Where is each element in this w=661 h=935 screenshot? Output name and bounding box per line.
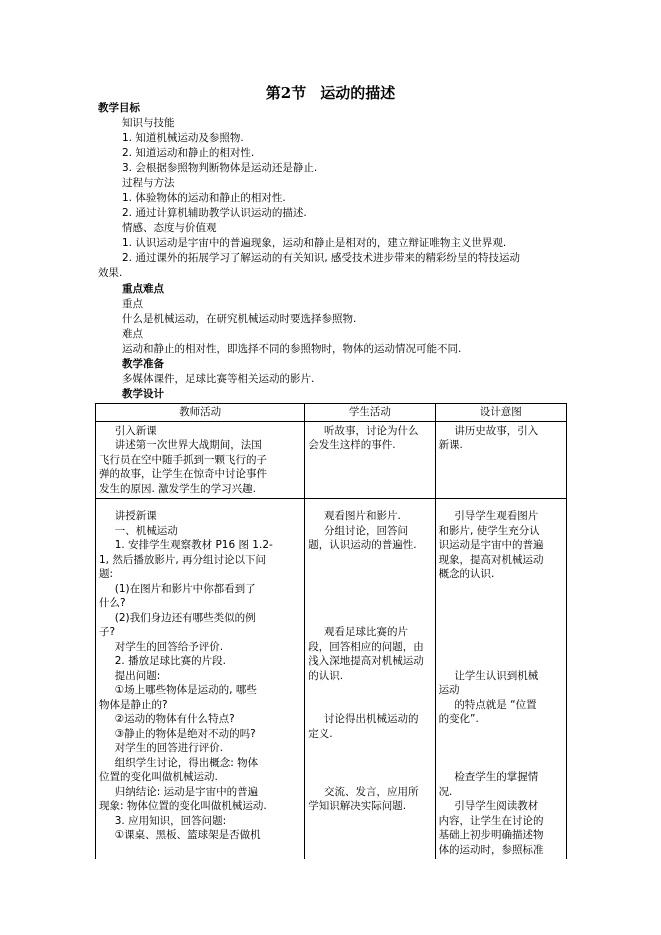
column-header: 学生活动 — [305, 404, 435, 422]
process-heading: 过程与方法 — [122, 177, 175, 189]
cell-line: 一、机械运动 — [114, 524, 178, 537]
cell-line: 题，认识运动的普遍性. — [308, 539, 417, 551]
process-item: 1. 体验物体的运动和静止的相对性. — [122, 192, 286, 204]
cell-line: 段，回答相应的问题，由 — [308, 640, 424, 653]
cell-line: 现象: 物体位置的变化叫做机械运动. — [99, 800, 267, 812]
cell-line: 发生的原因. 激发学生的学习兴趣. — [99, 482, 257, 495]
cell-line: 什么? — [99, 597, 126, 609]
cell-line: (1)在图片和影片中你都看到了 — [114, 582, 256, 595]
section-number: 第2节 — [265, 84, 307, 102]
cell-line: 基础上初步明确描述物 — [438, 829, 544, 841]
cell-line: 听故事，讨论为什么 — [323, 424, 419, 437]
cell-line: 2. 播放足球比赛的片段. — [114, 655, 226, 667]
column-header: 教师活动 — [96, 404, 305, 422]
cell-line: 物体是静止的? — [99, 698, 168, 711]
cell-line: 检查学生的掌握情 — [454, 771, 539, 783]
knowledge-item: 1. 知道机械运动及参照物. — [122, 132, 244, 144]
cell-line: 弹的故事，让学生在惊奇中讨论事件 — [99, 468, 267, 480]
objectives-heading: 教学目标 — [98, 102, 140, 114]
emotion-item-continued: 效果. — [98, 267, 123, 279]
cell-line: 飞行员在空中随手抓到一颗飞行的子 — [99, 453, 267, 466]
table-header-row — [96, 404, 567, 422]
cell-line: 的特点就是 “位置 — [454, 698, 537, 711]
cell-line: 交流、发言，应用所 — [323, 785, 419, 798]
cell-line: 1, 然后播放影片, 再分组讨论以下问 — [99, 553, 267, 566]
difficulty-text: 运动和静止的相对性，即选择不同的参照物时，物体的运动情况可能不同. — [122, 343, 462, 355]
lesson-title — [0, 82, 661, 103]
cell-line: 识运动是宇宙中的普遍 — [438, 539, 544, 551]
cell-line: 位置的变化叫做机械运动. — [99, 771, 218, 783]
cell-line: 提出问题: — [114, 669, 161, 682]
focus-heading: 重点 — [122, 298, 143, 310]
cell-line: 引导学生观看图片 — [454, 510, 539, 522]
cell-line: 的认识. — [308, 669, 344, 682]
table-row — [96, 421, 567, 499]
lesson-design-table — [95, 403, 567, 859]
emotion-heading: 情感、态度与价值观 — [122, 222, 217, 234]
cell-line: 会发生这样的事件. — [308, 439, 396, 451]
cell-line: 讨论得出机械运动的 — [323, 713, 419, 725]
column-header: 设计意图 — [435, 404, 566, 422]
cell-line: 讲历史故事，引入 — [454, 424, 539, 437]
cell-line: 和影片, 使学生充分认 — [438, 524, 540, 537]
cell-line: 概念的认识. — [438, 568, 495, 580]
cell-line: 讲授新课 — [114, 510, 157, 522]
cell-line: 子? — [99, 626, 116, 638]
cell-line: 对学生的回答给予评价. — [114, 640, 224, 653]
difficulty-heading: 难点 — [122, 328, 143, 340]
cell-line: 定义. — [308, 727, 333, 740]
knowledge-item: 2. 知道运动和静止的相对性. — [122, 147, 255, 159]
student-cell — [305, 499, 435, 860]
cell-line: ③静止的物体是绝对不动的吗? — [114, 727, 256, 740]
cell-line: 的变化”. — [438, 713, 479, 725]
intent-cell — [435, 421, 566, 499]
emotion-item: 1. 认识运动是宇宙中的普遍现象，运动和静止是相对的，建立辩证唯物主义世界观. — [122, 237, 507, 249]
cell-line: 现象，提高对机械运动 — [438, 553, 544, 566]
focus-text: 什么是机械运动，在研究机械运动时要选择参照物. — [122, 313, 357, 325]
cell-line: 分组讨论，回答问 — [323, 524, 408, 537]
knowledge-heading: 知识与技能 — [122, 117, 175, 129]
intent-cell — [435, 499, 566, 860]
cell-line: 内容，让学生在讨论的 — [438, 814, 544, 827]
cell-line: 引导学生阅读教材 — [454, 800, 539, 812]
cell-line: 让学生认识到机械 — [454, 669, 539, 682]
cell-line: 对学生的回答进行评价. — [114, 742, 224, 754]
table-row — [96, 499, 567, 860]
cell-line: 引入新课 — [114, 424, 157, 437]
cell-line: 浅入深地提高对机械运动 — [308, 655, 424, 667]
cell-line: 观看图片和影片. — [323, 510, 401, 522]
cell-line: ②运动的物体有什么特点? — [114, 713, 235, 725]
cell-line: ①课桌、黑板、篮球架是否做机 — [114, 829, 261, 841]
preparation-heading: 教学准备 — [122, 358, 164, 370]
cell-line: 新课. — [438, 439, 463, 451]
cell-line: 学知识解决实际问题. — [308, 800, 407, 812]
teacher-cell — [96, 421, 305, 499]
cell-line: (2)我们身边还有哪些类似的例 — [114, 611, 256, 624]
knowledge-item: 3. 会根据参照物判断物体是运动还是静止. — [122, 162, 318, 174]
cell-line: ①场上哪些物体是运动的, 哪些 — [114, 684, 257, 696]
cell-line: 题: — [99, 568, 114, 580]
design-heading: 教学设计 — [122, 388, 164, 400]
cell-line: 3. 应用知识，回答问题: — [114, 814, 227, 827]
cell-line: 组织学生讨论，得出概念: 物体 — [114, 756, 259, 769]
lesson-name: 运动的描述 — [320, 84, 396, 102]
student-cell — [305, 421, 435, 499]
cell-line: 讲述第一次世界大战期间，法国 — [114, 439, 262, 451]
cell-line: 观看足球比赛的片 — [323, 626, 408, 638]
emotion-item: 2. 通过课外的拓展学习了解运动的有关知识, 感受技术进步带来的精彩纷呈的特技运动 — [122, 252, 521, 264]
cell-line: 1. 安排学生观察教材 P16 图 1.2- — [114, 539, 273, 551]
teacher-cell — [96, 499, 305, 860]
cell-line: 体的运动时，参照标准 — [438, 843, 544, 856]
key-points-heading: 重点难点 — [122, 283, 164, 295]
process-item: 2. 通过计算机辅助教学认识运动的描述. — [122, 207, 307, 219]
cell-line: 归纳结论: 运动是宇宙中的普遍 — [114, 785, 259, 798]
cell-line: 运动 — [438, 684, 460, 696]
cell-line: 况. — [438, 785, 453, 798]
preparation-text: 多媒体课件，足球比赛等相关运动的影片. — [122, 373, 315, 385]
